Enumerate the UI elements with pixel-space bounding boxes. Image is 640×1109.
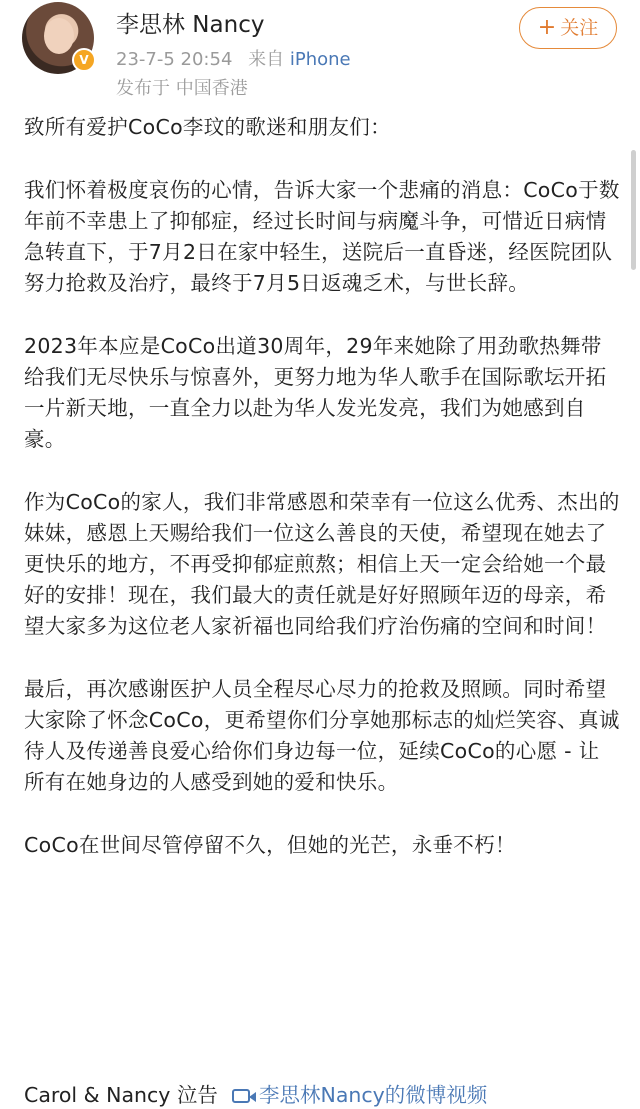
- follow-label: 关注: [560, 17, 599, 39]
- signature: Carol & Nancy 泣告: [24, 1083, 218, 1107]
- post-signature-line: [24, 1078, 487, 1108]
- username[interactable]: 李思林 Nancy: [116, 12, 265, 38]
- post-paragraph: 最后，再次感谢医护人员全程尽心尽力的抢救及照顾。同时希望大家除了怀念CoCo，更希望你们分享她那标志的灿烂笑容、真诚待人及传递善良爱心给你们身边每一位，延续CoCo的心愿 - 让所有在她身边的人感受到她的爱和快乐。: [24, 677, 620, 794]
- verified-badge-icon: V: [72, 48, 96, 72]
- post-paragraph: 作为CoCo的家人，我们非常感恩和荣幸有一位这么优秀、杰出的妹妹，感恩上天赐给我们一位这么善良的天使，希望现在她去了更快乐的地方，不再受抑郁症煎熬；相信上天一定会给她一个最好的安排！现在，我们最大的责任就是好好照顾年迈的母亲，希望大家多为这位老人家祈福也同给我们疗治伤痛的空间和时间！: [24, 490, 620, 638]
- source-prefix: 来自: [248, 49, 285, 70]
- video-link-label: 李思林Nancy的微博视频: [258, 1083, 488, 1107]
- plus-icon: +: [537, 15, 557, 40]
- post-paragraph: 2023年本应是CoCo出道30周年，29年来她除了用劲歌热舞带给我们无尽快乐与惊喜外，更努力地为华人歌手在国际歌坛开拓一片新天地，一直全力以赴为华人发光发亮，我们为她感到自豪。: [24, 334, 607, 451]
- avatar-face: [44, 18, 74, 54]
- video-link[interactable]: [232, 1083, 487, 1107]
- post-greeting: 致所有爱护CoCo李玟的歌迷和朋友们：: [24, 115, 391, 139]
- post-paragraph: CoCo在世间尽管停留不久，但她的光芒，永垂不朽！: [24, 833, 516, 857]
- post-location: 发布于 中国香港: [116, 78, 248, 99]
- post-header: [0, 0, 640, 110]
- post-body: [24, 112, 620, 893]
- source-device-link[interactable]: iPhone: [289, 49, 351, 70]
- follow-button[interactable]: [519, 7, 617, 49]
- scrollbar[interactable]: [631, 150, 636, 270]
- post-meta: [116, 45, 351, 71]
- video-icon: [232, 1089, 250, 1103]
- post-paragraph: 我们怀着极度哀伤的心情，告诉大家一个悲痛的消息：CoCo于数年前不幸患上了抑郁症，经过长时间与病魔斗争，可惜近日病情急转直下，于7月2日在家中轻生，送院后一直昏迷，经医院团队努力抢救及治疗，最终于7月5日返魂乏术，与世长辞。: [24, 178, 620, 295]
- post-timestamp: 23-7-5 20:54: [116, 49, 233, 70]
